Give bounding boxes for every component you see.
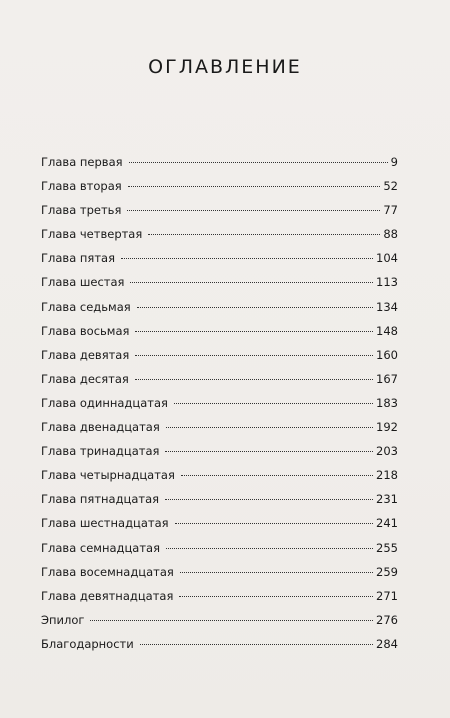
toc-entry-label: Глава четырнадцатая bbox=[41, 468, 175, 483]
toc-entry bbox=[41, 367, 398, 391]
toc-leader-dots bbox=[127, 210, 380, 211]
toc-entry-label: Глава вторая bbox=[41, 179, 122, 194]
toc-entry-label: Благодарности bbox=[41, 636, 134, 651]
toc-entry-label: Глава десятая bbox=[41, 371, 129, 386]
toc-entry-page: 203 bbox=[376, 444, 398, 459]
toc-leader-dots bbox=[140, 644, 373, 645]
toc-leader-dots bbox=[90, 620, 373, 621]
toc-entry bbox=[41, 487, 398, 511]
toc-entry bbox=[41, 511, 398, 535]
toc-leader-dots bbox=[128, 186, 381, 187]
toc-entry-label: Глава четвертая bbox=[41, 227, 143, 242]
toc-entry bbox=[41, 295, 398, 319]
toc-entry-page: 255 bbox=[376, 540, 398, 555]
toc-entry-page: 88 bbox=[383, 227, 398, 242]
toc-entry-page: 160 bbox=[376, 347, 398, 362]
toc-leader-dots bbox=[166, 548, 373, 549]
toc-leader-dots bbox=[181, 475, 373, 476]
toc-entry bbox=[41, 246, 398, 270]
toc-entry-page: 134 bbox=[376, 299, 398, 314]
toc-entry bbox=[41, 463, 398, 487]
toc-entry-label: Глава шестнадцатая bbox=[41, 516, 169, 531]
toc-entry-label: Глава двенадцатая bbox=[41, 420, 160, 435]
toc-entry bbox=[41, 536, 398, 560]
toc-entry bbox=[41, 391, 398, 415]
toc-entry-page: 113 bbox=[376, 275, 398, 290]
toc-leader-dots bbox=[135, 355, 373, 356]
toc-entry-label: Глава пятая bbox=[41, 251, 115, 266]
toc-entry-label: Глава тринадцатая bbox=[41, 444, 160, 459]
toc-entry bbox=[41, 632, 398, 656]
toc-leader-dots bbox=[130, 282, 373, 283]
toc-entry-page: 271 bbox=[376, 588, 398, 603]
toc-entry-label: Глава седьмая bbox=[41, 299, 131, 314]
table-of-contents bbox=[41, 150, 398, 656]
toc-entry-page: 231 bbox=[376, 492, 398, 507]
toc-entry bbox=[41, 174, 398, 198]
toc-entry bbox=[41, 150, 398, 174]
toc-leader-dots bbox=[165, 451, 373, 452]
toc-entry-label: Глава семнадцатая bbox=[41, 540, 161, 555]
toc-entry-label: Глава девятнадцатая bbox=[41, 588, 174, 603]
toc-leader-dots bbox=[166, 427, 373, 428]
toc-entry bbox=[41, 439, 398, 463]
toc-entry-page: 218 bbox=[376, 468, 398, 483]
page-title: ОГЛАВЛЕНИЕ bbox=[148, 56, 302, 78]
toc-entry bbox=[41, 415, 398, 439]
toc-entry bbox=[41, 319, 398, 343]
toc-leader-dots bbox=[148, 234, 380, 235]
toc-entry-page: 167 bbox=[376, 371, 398, 386]
toc-entry bbox=[41, 270, 398, 294]
toc-entry-label: Глава первая bbox=[41, 155, 123, 169]
toc-leader-dots bbox=[174, 403, 373, 404]
toc-entry-page: 183 bbox=[376, 395, 398, 410]
toc-leader-dots bbox=[180, 572, 373, 573]
toc-entry-page: 52 bbox=[383, 179, 398, 194]
toc-entry-page: 276 bbox=[376, 612, 398, 627]
toc-entry bbox=[41, 584, 398, 608]
toc-entry-label: Эпилог bbox=[41, 612, 85, 627]
toc-entry bbox=[41, 343, 398, 367]
toc-entry bbox=[41, 198, 398, 222]
toc-leader-dots bbox=[137, 307, 373, 308]
toc-entry-page: 148 bbox=[376, 323, 398, 338]
toc-entry-label: Глава пятнадцатая bbox=[41, 492, 160, 507]
toc-leader-dots bbox=[135, 331, 373, 332]
toc-entry-page: 259 bbox=[376, 564, 398, 579]
toc-entry bbox=[41, 560, 398, 584]
toc-entry-page: 192 bbox=[376, 420, 398, 435]
toc-entry-label: Глава девятая bbox=[41, 347, 130, 362]
toc-leader-dots bbox=[165, 499, 373, 500]
toc-entry-label: Глава одиннадцатая bbox=[41, 395, 168, 410]
toc-leader-dots bbox=[135, 379, 373, 380]
toc-entry-label: Глава третья bbox=[41, 203, 122, 218]
toc-entry-page: 77 bbox=[383, 203, 398, 218]
toc-entry bbox=[41, 608, 398, 632]
toc-entry-page: 284 bbox=[376, 636, 398, 651]
toc-entry-page: 241 bbox=[376, 516, 398, 531]
toc-entry-page: 104 bbox=[376, 251, 398, 266]
toc-entry-page: 9 bbox=[390, 155, 398, 169]
toc-leader-dots bbox=[175, 523, 373, 524]
toc-leader-dots bbox=[179, 596, 373, 597]
toc-leader-dots bbox=[121, 258, 373, 259]
toc-entry-label: Глава шестая bbox=[41, 275, 125, 290]
toc-leader-dots bbox=[129, 162, 388, 163]
toc-entry-label: Глава восемнадцатая bbox=[41, 564, 174, 579]
toc-entry bbox=[41, 222, 398, 246]
toc-entry-label: Глава восьмая bbox=[41, 323, 130, 338]
